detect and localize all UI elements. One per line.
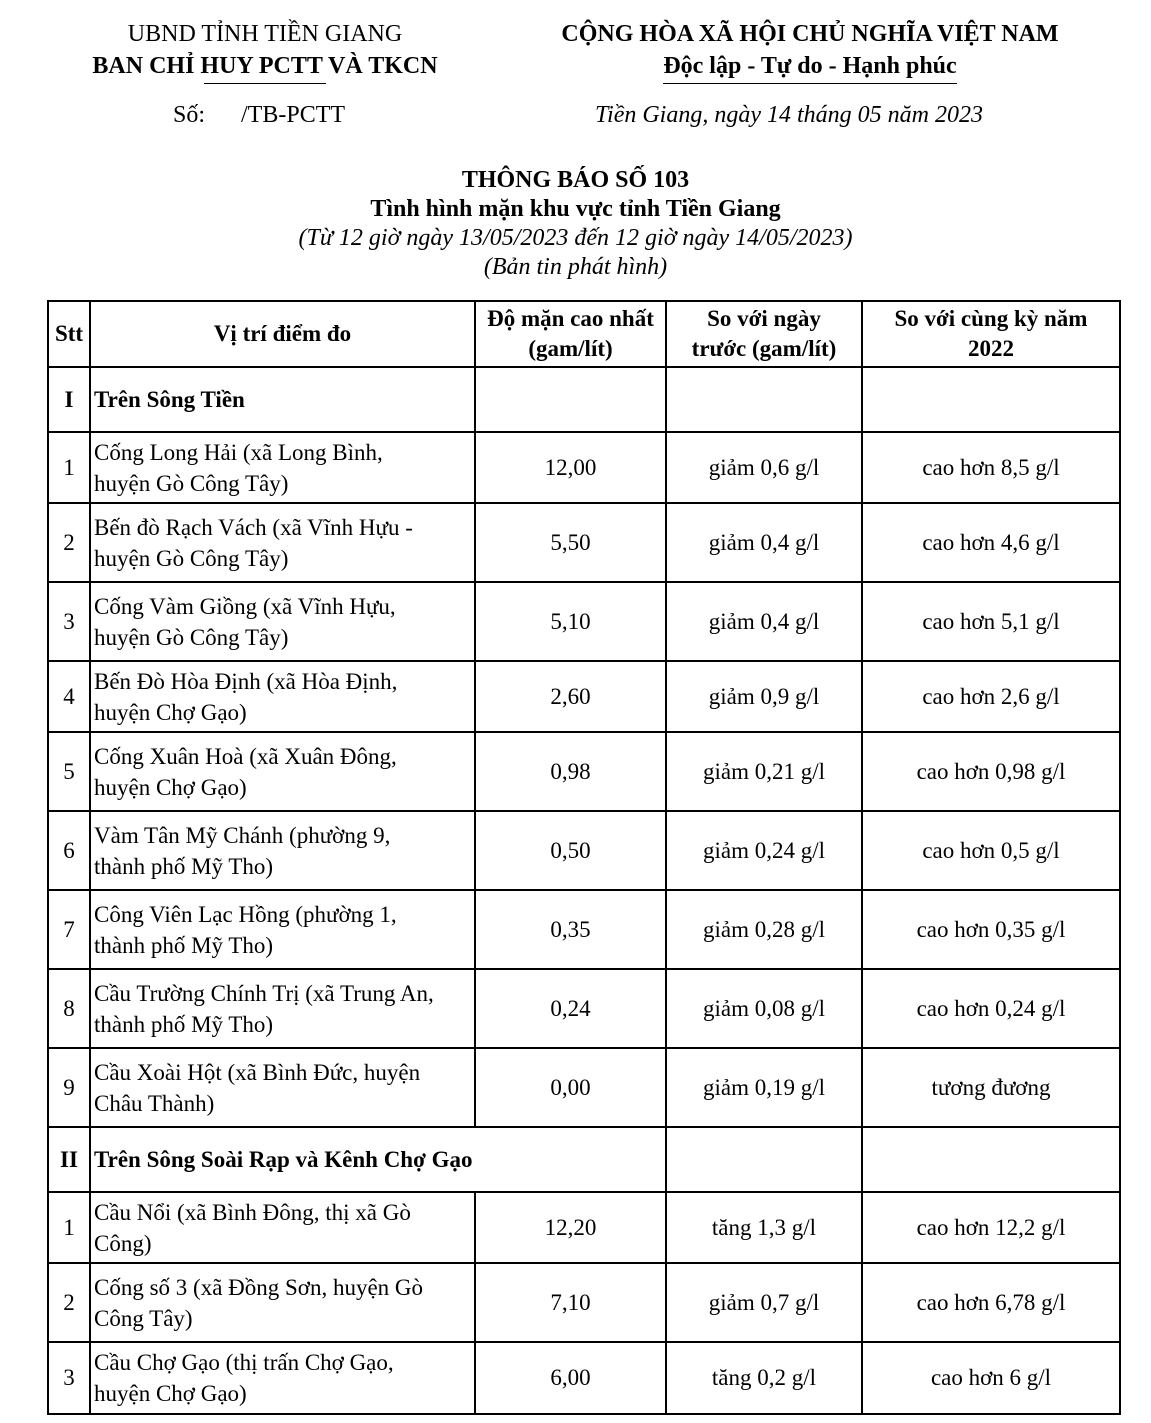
row-vs-previous: giảm 0,08 g/l [666, 969, 862, 1048]
row-location: Cống Vàm Giồng (xã Vĩnh Hựu, huyện Gò Công Tây) [90, 582, 475, 661]
row-location: Cống Long Hải (xã Long Bình, huyện Gò Công Tây) [90, 432, 475, 503]
row-max-salinity: 5,10 [475, 582, 666, 661]
row-location: Cống số 3 (xã Đồng Sơn, huyện Gò Công Tây) [90, 1263, 475, 1342]
header-location: Vị trí điểm đo [90, 301, 475, 367]
row-vs-year: cao hơn 2,6 g/l [862, 661, 1120, 732]
row-vs-year: cao hơn 0,5 g/l [862, 811, 1120, 890]
header-vs-same-period: So với cùng kỳ năm 2022 [862, 301, 1120, 367]
org-sub-text: BAN CHỈ HUY PCTT VÀ TKCN [92, 53, 438, 79]
row-max-salinity: 0,98 [475, 732, 666, 811]
row-max-salinity: 2,60 [475, 661, 666, 732]
row-max-salinity: 7,10 [475, 1263, 666, 1342]
section-name: Trên Sông Soài Rạp và Kênh Chợ Gạo [90, 1127, 666, 1192]
row-max-salinity: 0,00 [475, 1048, 666, 1127]
motto-underline [663, 83, 956, 84]
row-location: Bến Đò Hòa Định (xã Hòa Định, huyện Chợ Gạo) [90, 661, 475, 732]
row-vs-previous: giảm 0,7 g/l [666, 1263, 862, 1342]
row-location: Cống Xuân Hoà (xã Xuân Đông, huyện Chợ Gạo) [90, 732, 475, 811]
row-stt: 4 [48, 661, 90, 732]
row-location: Bến đò Rạch Vách (xã Vĩnh Hựu - huyện Gò Công Tây) [90, 503, 475, 582]
row-stt: 9 [48, 1048, 90, 1127]
row-location: Cầu Trường Chính Trị (xã Trung An, thành phố Mỹ Tho) [90, 969, 475, 1048]
section-name: Trên Sông Tiền [90, 367, 475, 432]
row-vs-previous: giảm 0,24 g/l [666, 811, 862, 890]
row-max-salinity: 6,00 [475, 1342, 666, 1414]
row-vs-year: cao hơn 0,98 g/l [862, 732, 1120, 811]
row-max-salinity: 0,50 [475, 811, 666, 890]
row-vs-previous: giảm 0,6 g/l [666, 432, 862, 503]
table-row [48, 732, 1120, 811]
row-max-salinity: 12,20 [475, 1192, 666, 1263]
row-stt: 3 [48, 582, 90, 661]
row-max-salinity: 5,50 [475, 503, 666, 582]
document-number [173, 102, 345, 129]
row-vs-previous: giảm 0,4 g/l [666, 503, 862, 582]
motto-text: Độc lập - Tự do - Hạnh phúc [663, 53, 957, 79]
row-vs-year: cao hơn 8,5 g/l [862, 432, 1120, 503]
row-max-salinity: 0,24 [475, 969, 666, 1048]
table-row [48, 1342, 1120, 1414]
table-row [48, 890, 1120, 969]
row-location: Cầu Chợ Gạo (thị trấn Chợ Gạo, huyện Chợ Gạo) [90, 1342, 475, 1414]
row-vs-previous: tăng 1,3 g/l [666, 1192, 862, 1263]
doc-no-suffix: /TB-PCTT [241, 102, 346, 128]
org-sub-underline [204, 83, 325, 84]
row-vs-year: cao hơn 0,35 g/l [862, 890, 1120, 969]
table-row [48, 1263, 1120, 1342]
row-stt: 1 [48, 432, 90, 503]
notice-title: THÔNG BÁO SỐ 103 [461, 167, 690, 193]
row-vs-year: cao hơn 6 g/l [862, 1342, 1120, 1414]
table-row [48, 503, 1120, 582]
table-row [48, 1048, 1120, 1127]
row-stt: 1 [48, 1192, 90, 1263]
table-header-row [48, 301, 1120, 367]
org-sub-name [92, 50, 437, 82]
row-location: Cầu Xoài Hột (xã Bình Đức, huyện Châu Thành) [90, 1048, 475, 1127]
row-vs-year: cao hơn 6,78 g/l [862, 1263, 1120, 1342]
row-max-salinity: 12,00 [475, 432, 666, 503]
row-stt: 5 [48, 732, 90, 811]
row-stt: 6 [48, 811, 90, 890]
row-stt: 2 [48, 1263, 90, 1342]
table-row [48, 432, 1120, 503]
table-row [48, 661, 1120, 732]
national-motto [663, 50, 956, 82]
table-row [48, 1192, 1120, 1263]
row-vs-year: cao hơn 0,24 g/l [862, 969, 1120, 1048]
row-location: Vàm Tân Mỹ Chánh (phường 9, thành phố Mỹ Tho) [90, 811, 475, 890]
row-vs-previous: giảm 0,21 g/l [666, 732, 862, 811]
row-location: Cầu Nổi (xã Bình Đông, thị xã Gò Công) [90, 1192, 475, 1263]
title-block [0, 166, 1151, 282]
notice-period: (Từ 12 giờ ngày 13/05/2023 đến 12 giờ ngày 14/05/2023) [298, 225, 853, 251]
row-vs-previous: giảm 0,28 g/l [666, 890, 862, 969]
row-vs-previous: giảm 0,19 g/l [666, 1048, 862, 1127]
row-stt: 2 [48, 503, 90, 582]
doc-no-label: Số: [173, 102, 206, 128]
row-vs-year: tương đương [862, 1048, 1120, 1127]
table-row [48, 811, 1120, 890]
row-vs-year: cao hơn 4,6 g/l [862, 503, 1120, 582]
row-vs-year: cao hơn 5,1 g/l [862, 582, 1120, 661]
section-row [48, 1127, 1120, 1192]
header-stt: Stt [48, 301, 90, 367]
row-stt: 3 [48, 1342, 90, 1414]
section-row [48, 367, 1120, 432]
table-row [48, 582, 1120, 661]
row-location: Công Viên Lạc Hồng (phường 1, thành phố Mỹ Tho) [90, 890, 475, 969]
row-vs-previous: giảm 0,4 g/l [666, 582, 862, 661]
header-vs-previous-day: So với ngày trước (gam/lít) [666, 301, 862, 367]
section-id: II [48, 1127, 90, 1192]
notice-subject: Tình hình mặn khu vực tỉnh Tiền Giang [370, 196, 781, 222]
row-stt: 8 [48, 969, 90, 1048]
issuing-authority [60, 18, 470, 82]
national-header [515, 18, 1105, 82]
nation-name: CỘNG HÒA XÃ HỘI CHỦ NGHĨA VIỆT NAM [561, 21, 1059, 47]
row-vs-previous: tăng 0,2 g/l [666, 1342, 862, 1414]
header-max-salinity: Độ mặn cao nhất (gam/lít) [475, 301, 666, 367]
place-date: Tiền Giang, ngày 14 tháng 05 năm 2023 [595, 102, 983, 128]
row-stt: 7 [48, 890, 90, 969]
row-vs-year: cao hơn 12,2 g/l [862, 1192, 1120, 1263]
notice-edition: (Bản tin phát hình) [483, 254, 668, 280]
table-row [48, 969, 1120, 1048]
row-vs-previous: giảm 0,9 g/l [666, 661, 862, 732]
section-id: I [48, 367, 90, 432]
salinity-table [47, 300, 1121, 1415]
row-max-salinity: 0,35 [475, 890, 666, 969]
org-name: UBND TỈNH TIỀN GIANG [127, 21, 403, 47]
